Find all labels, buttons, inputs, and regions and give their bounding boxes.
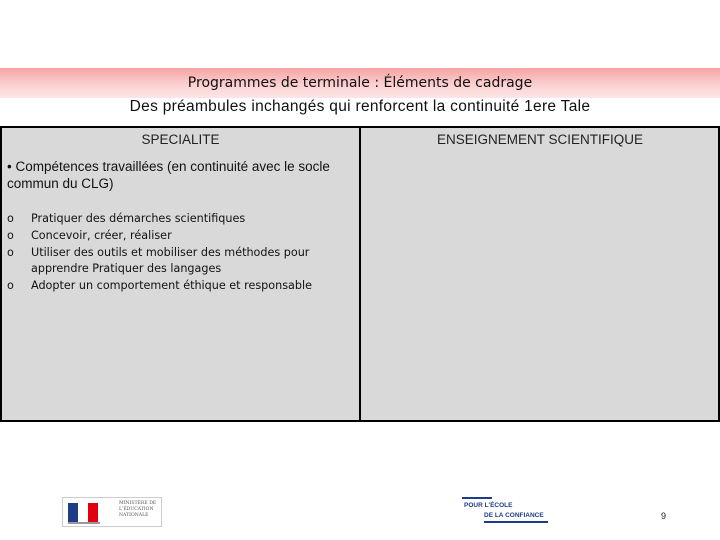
list-item-text: Pratiquer des démarches scientifiques: [31, 212, 246, 225]
list-item-text: Utiliser des outils et mobiliser des méthodes pour apprendre Pratiquer des langages: [31, 245, 310, 276]
list-item-text: Adopter un comportement éthique et responsable: [31, 279, 312, 293]
ecole-confiance-logo: [462, 497, 552, 527]
specialite-heading: SPECIALITE: [141, 132, 220, 147]
enseignement-scientifique-column: [361, 128, 718, 420]
bullet-marker: o: [7, 212, 14, 225]
logo-line-1: POUR L'ÉCOLE: [464, 502, 513, 509]
ministry-logo: [62, 497, 162, 527]
french-flag-icon: [68, 503, 98, 523]
ministry-logo-text: MINISTÈRE DE L'ÉDUCATION NATIONALE: [119, 501, 157, 518]
page-title: Programmes de terminale : Éléments de cadrage: [187, 75, 533, 91]
page-subtitle: Des préambules inchangés qui renforcent la continuité 1ere Tale: [129, 98, 591, 115]
logo-line-2: DE LA CONFIANCE: [484, 512, 544, 519]
bullet-marker: o: [7, 228, 14, 242]
logo-bar: [462, 497, 492, 499]
list-item: [7, 278, 352, 295]
enseignement-scientifique-heading: ENSEIGNEMENT SCIENTIFIQUE: [436, 132, 644, 147]
competences-intro: • Compétences travaillées (en continuité avec le socle commun du CLG): [7, 159, 330, 191]
competences-list: [7, 211, 352, 295]
list-item: [7, 245, 352, 279]
comparison-table: [0, 126, 720, 422]
logo-divider: [68, 522, 100, 524]
page-number: 9: [661, 511, 667, 521]
bullet-marker: o: [7, 279, 14, 293]
list-item: [7, 211, 352, 228]
list-item-text: Concevoir, créer, réaliser: [31, 228, 172, 242]
bullet-marker: o: [7, 245, 14, 259]
logo-bar: [484, 521, 548, 523]
list-item: [7, 228, 352, 245]
